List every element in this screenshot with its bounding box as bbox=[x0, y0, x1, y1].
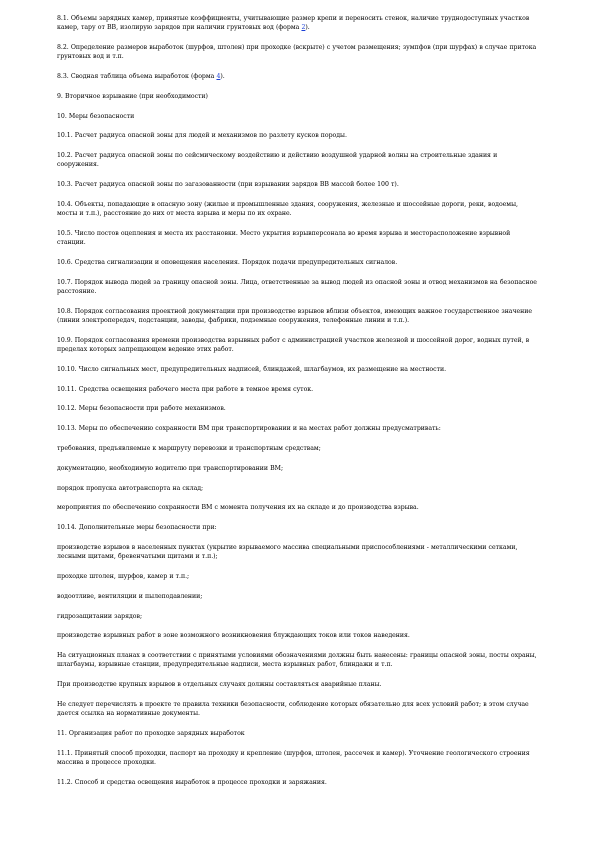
paragraph bbox=[57, 700, 539, 718]
paragraph-text: 10.10. Число сигнальных мест, предупредительных надписей, блиндажей, шлагбаумов, их размещение на местности. bbox=[57, 365, 447, 373]
paragraph-text: 10.8. Порядок согласования проектной документации при производстве взрывов вблизи объектов, имеющих важное государственное значение (линии электропередач, подстанции, заводы, фабрики, подземные сооружения, телефонные линии и т.п.). bbox=[57, 307, 533, 324]
paragraph-text: 10.1. Расчет радиуса опасной зоны для людей и механизмов по разлету кусков породы. bbox=[57, 132, 347, 140]
paragraph bbox=[57, 523, 539, 532]
paragraph bbox=[57, 651, 539, 669]
paragraph bbox=[57, 43, 539, 61]
paragraph bbox=[57, 200, 539, 218]
paragraph-text: 9. Вторичное взрывание (при необходимости) bbox=[57, 92, 208, 100]
paragraph-text: 11. Организация работ по проходке зарядных выработок bbox=[57, 729, 245, 737]
paragraph-text: 8.2. Определение размеров выработок (шурфов, штолен) при проходке (вскрыте) с учетом размещения; зумпфов (при шурфах) в случае притока грунтовых вод и т.п. bbox=[57, 44, 537, 61]
paragraph bbox=[57, 592, 539, 601]
paragraph bbox=[57, 14, 539, 32]
paragraph bbox=[57, 543, 539, 561]
paragraph bbox=[57, 131, 539, 140]
paragraph bbox=[57, 464, 539, 473]
paragraph-text-tail: ). bbox=[305, 24, 310, 32]
paragraph-text: 10.12. Меры безопасности при работе механизмов. bbox=[57, 405, 226, 413]
paragraph-text: требования, предъявляемые к маршруту перевозки и транспортным средствам; bbox=[57, 444, 321, 452]
paragraph bbox=[57, 72, 539, 81]
paragraph bbox=[57, 151, 539, 169]
paragraph bbox=[57, 180, 539, 189]
paragraph bbox=[57, 778, 539, 787]
paragraph bbox=[57, 92, 539, 101]
paragraph-text-tail: ). bbox=[220, 73, 225, 80]
paragraph-text: 10.5. Число постов оцепления и места их расстановки. Место укрытия взрывперсонала во время взрыва и местоpасположение взрывной станции. bbox=[57, 229, 511, 247]
paragraph bbox=[57, 307, 539, 325]
paragraph bbox=[57, 680, 539, 689]
paragraph bbox=[57, 572, 539, 581]
paragraph-text: гидрозащитании зарядов; bbox=[57, 612, 143, 620]
paragraph-text: проходке штолен, шурфов, камер и т.п.; bbox=[57, 572, 190, 580]
paragraph-text: 10.4. Объекты, попадающие в опасную зону (жилые и промышленные здания, сооружения, железные и шоссейные дороги, реки, водоемы, мосты и т.п.), расстояние до них от места взрыва и меры по их охране. bbox=[57, 200, 518, 218]
paragraph bbox=[57, 503, 539, 512]
paragraph bbox=[57, 229, 539, 247]
paragraph-text: производстве взрывных работ в зоне возможного возникновения блуждающих токов или токов наведения. bbox=[57, 632, 410, 640]
paragraph-text: 10.11. Средства освещения рабочего места при работе в темное время суток. bbox=[57, 385, 314, 393]
paragraph-text: Не следует перечислять в проекте те правила техники безопасности, соблюдение которых обязательно для всех условий работ; в этом случае дается ссылка на нормативные документы. bbox=[57, 700, 529, 718]
paragraph-text: 8.1. Объемы зарядных камер, принятые коэффициенты, учитывающие размер крепи и переносить стенок, наличие труднодоступных участков камер, тару от ВВ, изолирую зарядов при наличии грунтовых вод (форма bbox=[57, 15, 530, 32]
paragraph-text: 11.1. Принятый способ проходки, паспорт на проходку и крепление (шурфов, штолен, рассечек и камер). Уточнение геологического строения массива в процессе проходки. bbox=[57, 749, 530, 766]
paragraph bbox=[57, 336, 539, 354]
paragraph-text: На ситуационных планах в соответствии с принятыми условиями обозначениями должны быть нанесены: границы опасной зоны, посты охраны, шлагбаумы, взрывные станции, предупредительные надписи, места взрывных работ, блиндажи и т.п. bbox=[57, 652, 537, 669]
paragraph bbox=[57, 404, 539, 413]
paragraph bbox=[57, 631, 539, 640]
paragraph-text: 8.3. Сводная таблица объема выработок (форма bbox=[57, 73, 217, 80]
paragraph-text: 10.14. Дополнительные меры безопасности при: bbox=[57, 524, 217, 532]
paragraph-text: водоотливе, вентиляции и пылеподавлении; bbox=[57, 592, 203, 600]
paragraph-text: мероприятия по обеспечению сохранности ВМ с момента получения их на складе и до производства взрыва. bbox=[57, 504, 419, 512]
paragraph-text: 10.2. Расчет радиуса опасной зоны по сейсмическому воздействию и действию воздушной ударной волны на строительные здания и сооружения. bbox=[57, 152, 498, 169]
paragraph-text: производстве взрывов в населенных пунктах (укрытие взрываемого массива специальными приспособлениями - металлическими сетками, лесными щитами, бревенчатыми щитами и т.п.); bbox=[57, 543, 518, 561]
paragraph bbox=[57, 484, 539, 493]
paragraph bbox=[57, 365, 539, 374]
paragraph bbox=[57, 258, 539, 267]
paragraph-text: При производстве крупных взрывов в отдельных случаях должны составляться аварийные планы. bbox=[57, 681, 382, 689]
form-reference-link[interactable]: 4 bbox=[216, 73, 221, 80]
paragraph bbox=[57, 424, 539, 433]
paragraph bbox=[57, 385, 539, 394]
paragraph-text: 11.2. Способ и средства освещения выработок в процессе проходки и заряжания. bbox=[57, 778, 327, 786]
paragraph bbox=[57, 612, 539, 621]
document-body bbox=[57, 14, 539, 787]
paragraph-text: документацию, необходимую водителю при транспортировании ВМ; bbox=[57, 464, 284, 472]
paragraph-text: порядок пропуска автотранспорта на склад; bbox=[57, 484, 204, 492]
paragraph bbox=[57, 749, 539, 767]
paragraph-text: 10.9. Порядок согласования времени производства взрывных работ с администрацией участков железной и шоссейной дорог, водных путей, в пределах которых запрещающем ведение этих работ. bbox=[57, 336, 530, 353]
paragraph-text: 10. Меры безопасности bbox=[57, 112, 135, 120]
paragraph bbox=[57, 444, 539, 453]
paragraph bbox=[57, 278, 539, 296]
paragraph-text: 10.3. Расчет радиуса опасной зоны по загазованности (при взрывании зарядов ВВ массой более 100 т). bbox=[57, 181, 399, 189]
paragraph bbox=[57, 729, 539, 738]
paragraph-text: 10.6. Средства сигнализации и оповещения населения. Порядок подачи предупредительных сигналов. bbox=[57, 258, 398, 266]
paragraph-text: 10.7. Порядок вывода людей за границу опасной зоны. Лица, ответственные за вывод людей из опасной зоны и отвод механизмов на безопасное расстояние. bbox=[57, 278, 537, 295]
paragraph-text: 10.13. Меры по обеспечению сохранности ВМ при транспортировании и на местах работ должны предусматривать: bbox=[57, 425, 441, 433]
form-reference-link[interactable]: 2 bbox=[301, 24, 306, 32]
paragraph bbox=[57, 112, 539, 121]
